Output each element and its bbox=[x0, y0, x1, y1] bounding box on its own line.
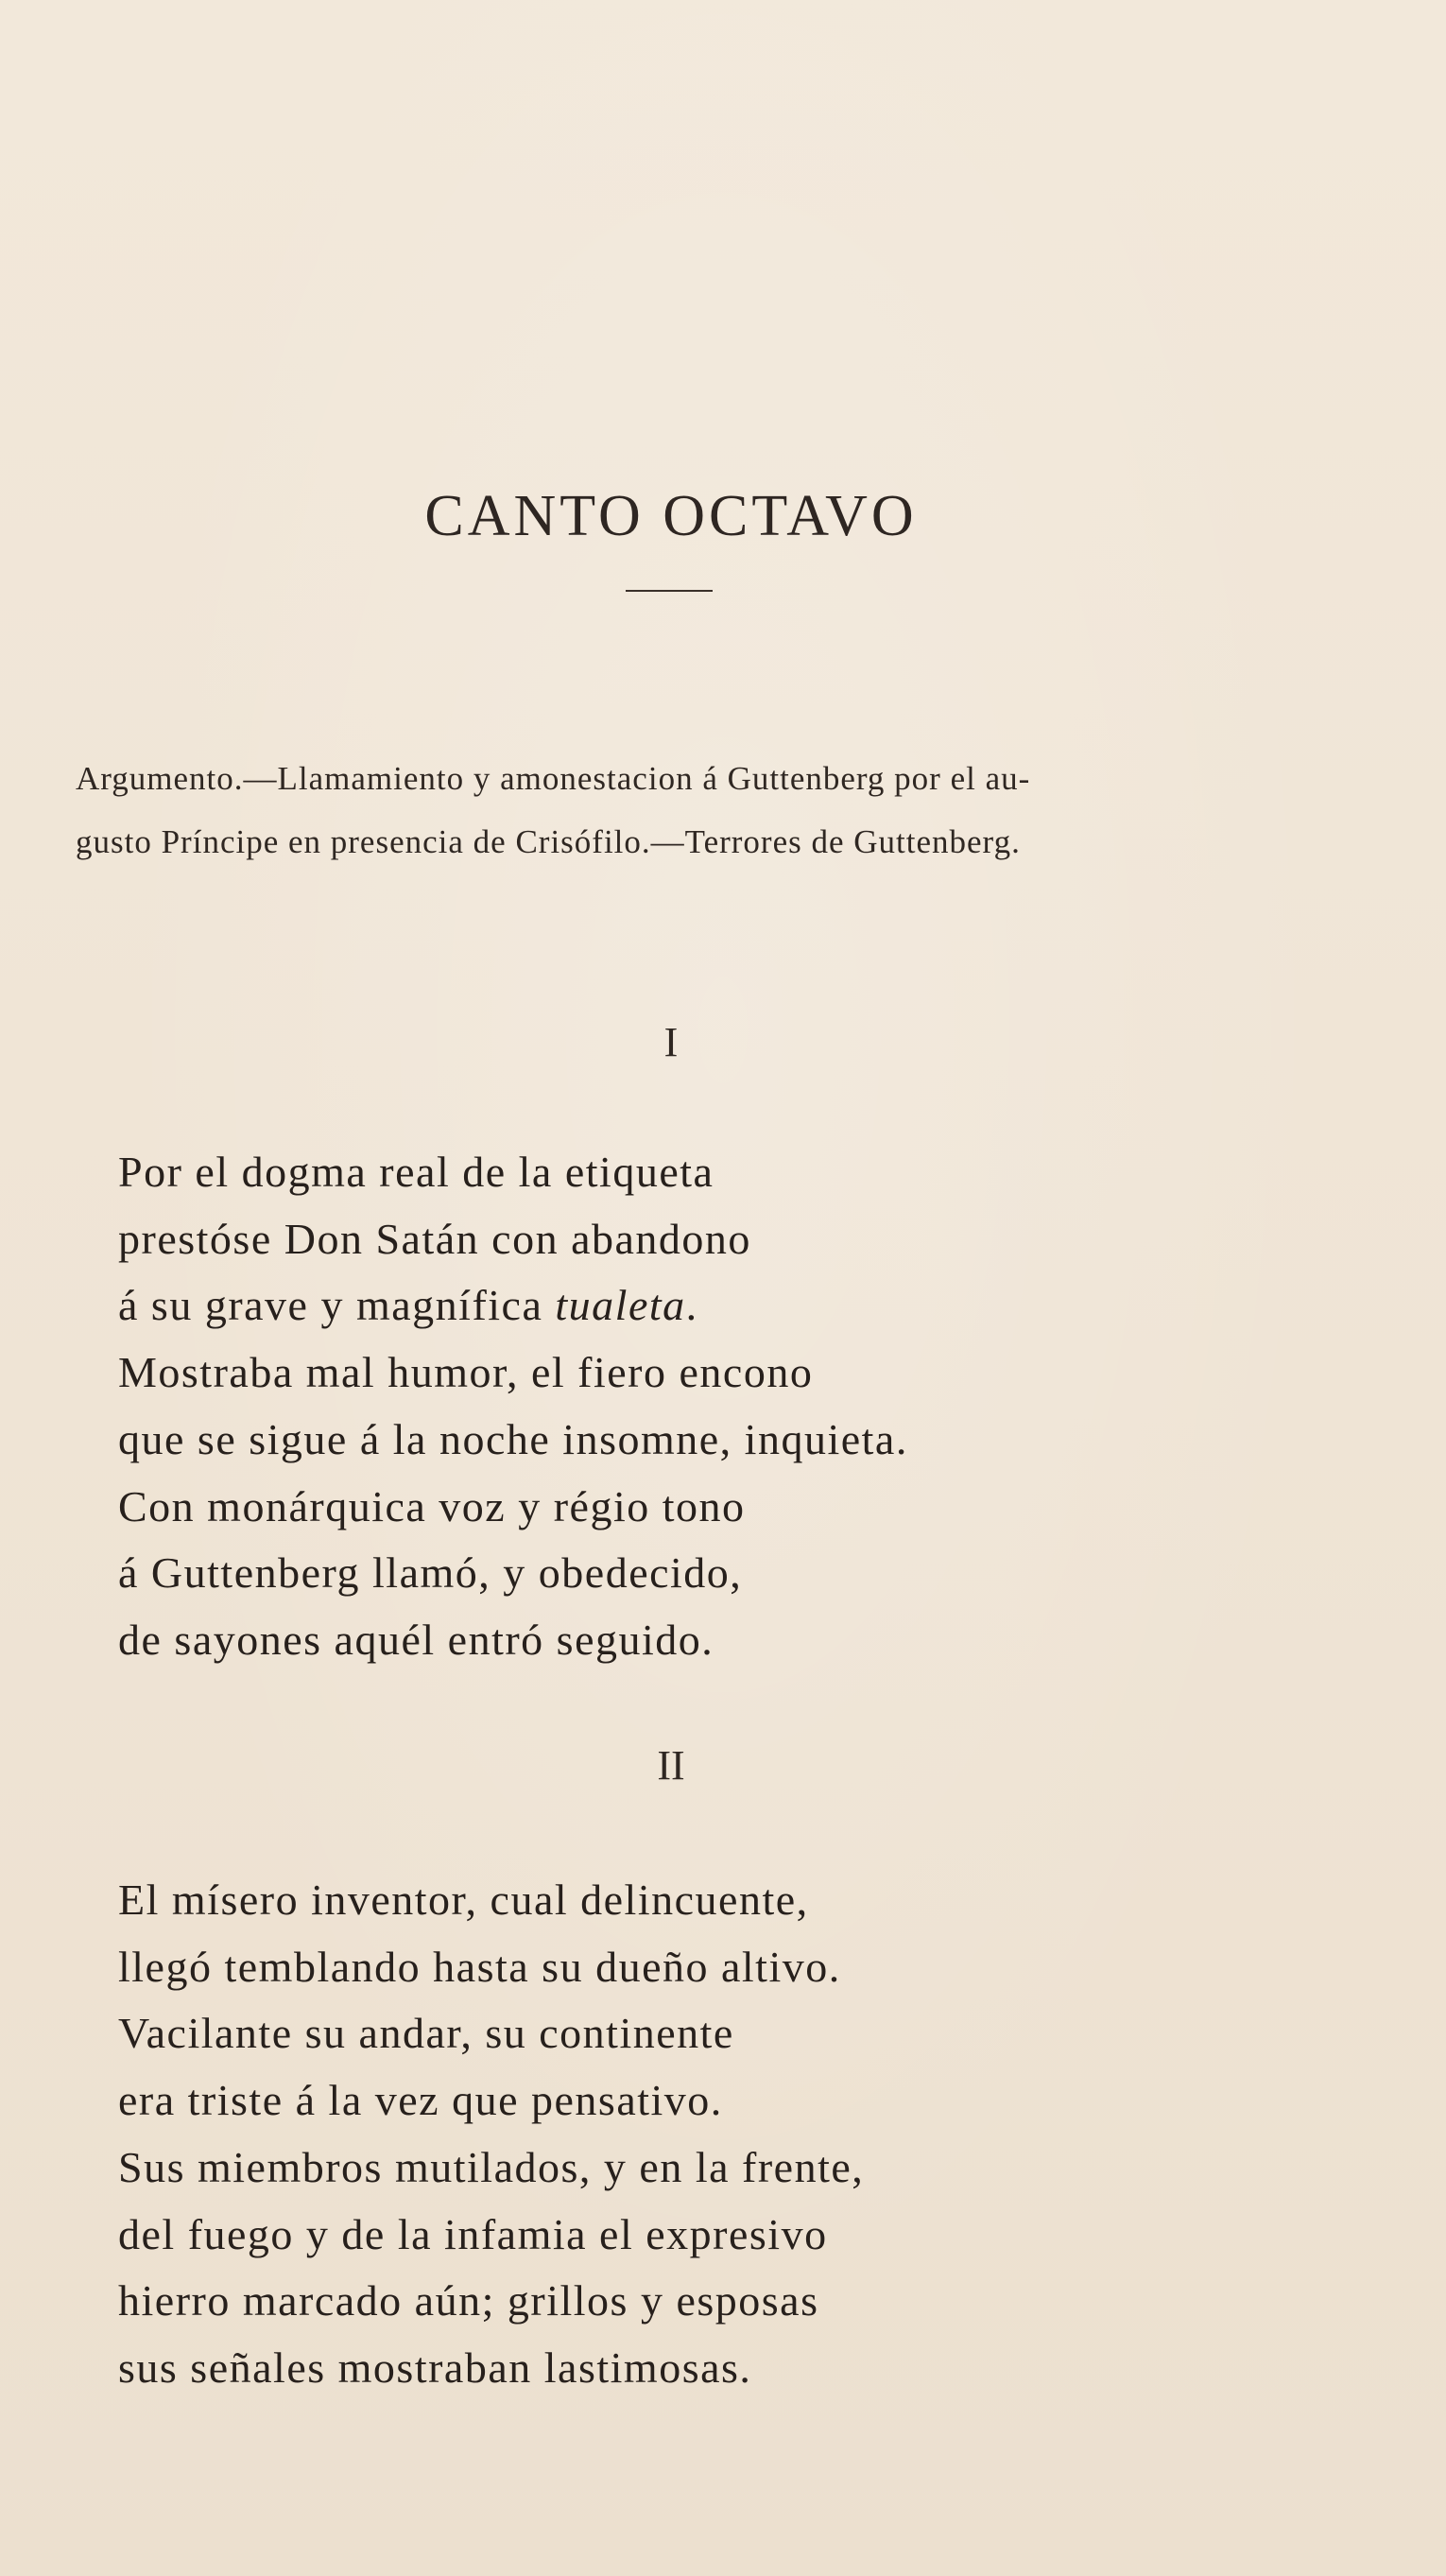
title-rule bbox=[626, 590, 713, 592]
verse-line: Sus miembros mutilados, y en la frente, bbox=[118, 2142, 865, 2191]
verse-line: Por el dogma real de la etiqueta bbox=[118, 1148, 714, 1196]
verse-line: El mísero inventor, cual delincuente, bbox=[118, 1876, 809, 1924]
argument-line-2: gusto Príncipe en presencia de Crisófilo.—Terrores de Guttenberg. bbox=[76, 823, 1021, 860]
stanza-1 bbox=[118, 1139, 1252, 1674]
argument-line-1: Argumento.—Llamamiento y amonestacion á Guttenberg por el au- bbox=[76, 760, 1031, 797]
canto-title: CANTO OCTAVO bbox=[424, 484, 918, 548]
stanza-2 bbox=[118, 1867, 1252, 2402]
italic-word: tualeta bbox=[555, 1281, 686, 1330]
verse-line: que se sigue á la noche insomne, inquieta. bbox=[118, 1414, 908, 1463]
verse-line: Vacilante su andar, su continente bbox=[118, 2009, 734, 2058]
argument-summary bbox=[76, 747, 1276, 873]
verse-text: á su grave y magnífica bbox=[118, 1281, 556, 1330]
verse-line: Mostraba mal humor, el fiero encono bbox=[118, 1348, 814, 1397]
verse-line bbox=[118, 1272, 1252, 1340]
verse-line: del fuego y de la infamia el expresivo bbox=[118, 2209, 828, 2258]
stanza-number-1: I bbox=[663, 1019, 679, 1065]
verse-line: hierro marcado aún; grillos y esposas bbox=[118, 2276, 819, 2325]
verse-line: llegó temblando hasta su dueño altivo. bbox=[118, 1942, 841, 1991]
verse-line: á Guttenberg llamó, y obedecido, bbox=[118, 1548, 743, 1598]
verse-line: prestóse Don Satán con abandono bbox=[118, 1214, 751, 1263]
verse-line: sus señales mostraban lastimosas. bbox=[118, 2343, 752, 2392]
verse-line: Con monárquica voz y régio tono bbox=[118, 1481, 746, 1530]
stanza-number-2: II bbox=[657, 1742, 685, 1789]
verse-line: era triste á la vez que pensativo. bbox=[118, 2076, 723, 2125]
verse-line: de sayones aquél entró seguido. bbox=[118, 1615, 714, 1664]
verse-punctuation: . bbox=[685, 1281, 698, 1330]
